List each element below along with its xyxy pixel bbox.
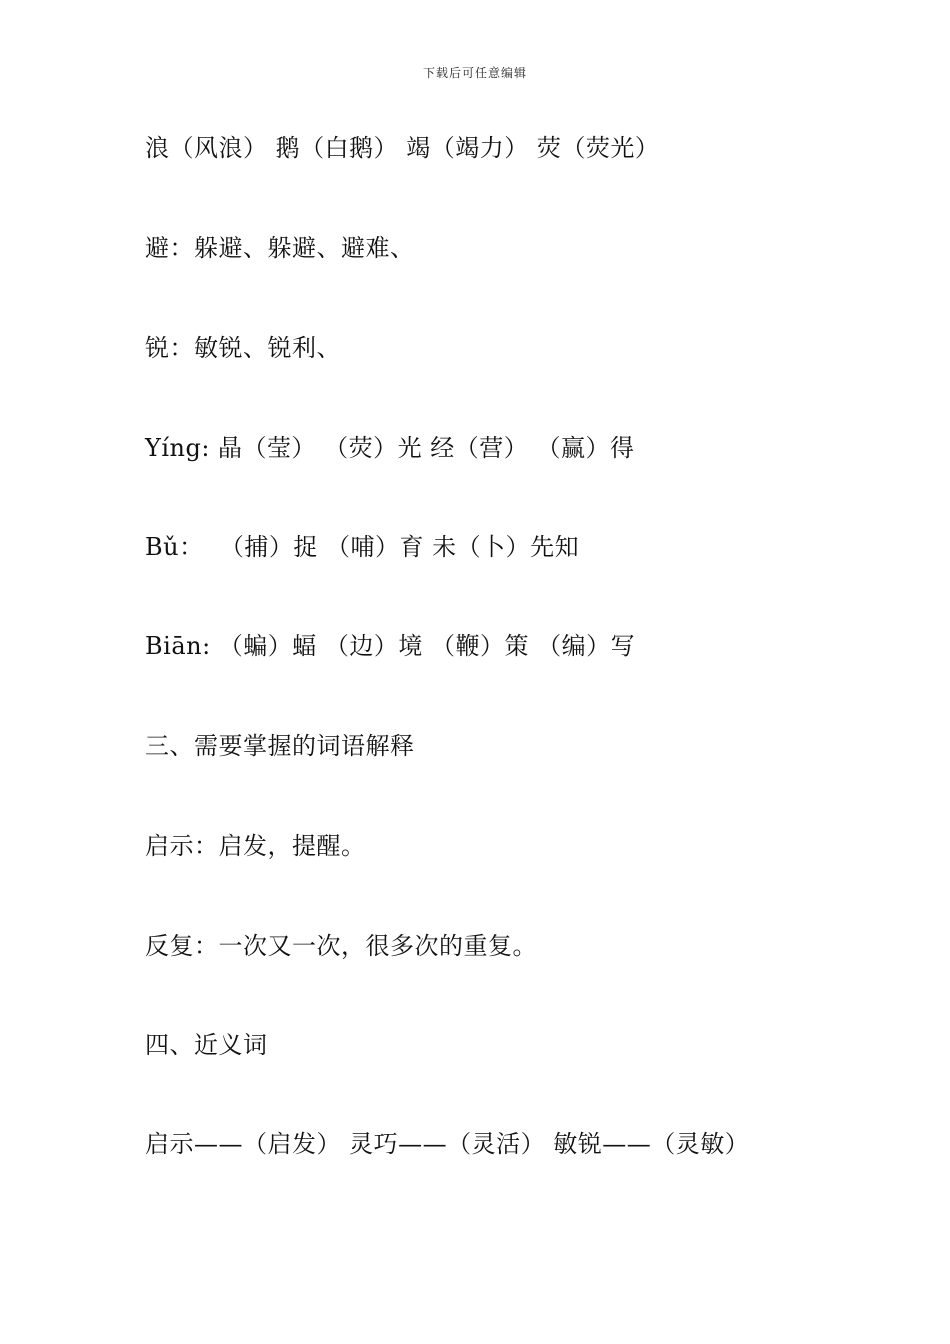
vocab-line-rui: 锐：敏锐、锐利、: [145, 334, 341, 362]
definition-fanfu: 反复：一次又一次，很多次的重复。: [145, 932, 537, 960]
section-heading-synonyms: 四、近义词: [145, 1031, 268, 1059]
pinyin-line-ying: Yíng: 晶（莹） （荧）光 经（营） （赢）得: [145, 434, 635, 462]
vocab-line-bi: 避：躲避、躲避、避难、: [145, 234, 415, 262]
vocab-line-lang: 浪（风浪） 鹅（白鹅） 竭（竭力） 荧（荧光）: [145, 134, 660, 162]
pinyin-line-bu: Bǔ： （捕）捉 （哺）育 未（卜）先知: [145, 533, 580, 561]
page-header: 下载后可任意编辑: [422, 66, 527, 80]
definition-qishi: 启示：启发，提醒。: [145, 832, 366, 860]
section-heading-definitions: 三、需要掌握的词语解释: [145, 732, 415, 760]
pinyin-line-bian: Biān: （蝙）蝠 （边）境 （鞭）策 （编）写: [145, 632, 636, 660]
synonyms-line: 启示——（启发） 灵巧——（灵活） 敏锐——（灵敏）: [145, 1130, 750, 1158]
